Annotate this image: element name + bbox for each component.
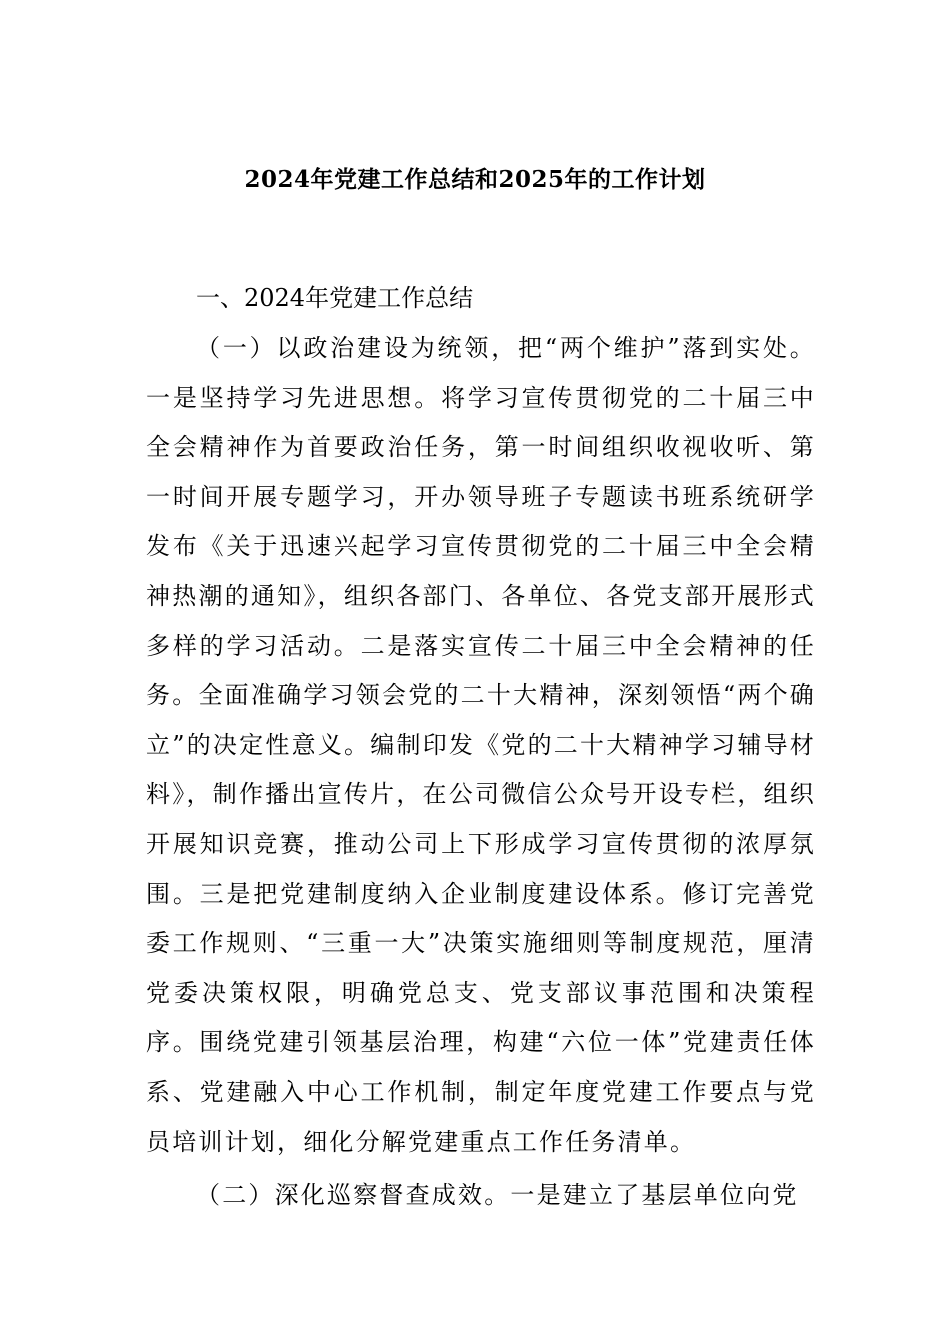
body-paragraph: （二）深化巡察督查成效。一是建立了基层单位向党 — [196, 1181, 799, 1209]
document-title: 2024年党建工作总结和2025年的工作计划 — [244, 166, 706, 193]
section-heading: 一、2024年党建工作总结 — [196, 284, 474, 312]
body-paragraph: （一）以政治建设为统领，把“两个维护”落到实处。一是坚持学习先进思想。将学习宣传贯彻党的二十届三中全会精神作为首要政治任务，第一时间组织收视收听、第一时间开展专题学习，开办领导班子专题读书班系统研学发布《关于迅速兴起学习宣传贯彻党的二十届三中全会精神热潮的通知》，组织各部门、各单位、各党支部开展形式多样的学习活动。二是落实宣传二十届三中全会精神的任务。全面准确学习领会党的二十大精神，深刻领悟“两个确立”的决定性意义。编制印发《党的二十大精神学习辅导材料》，制作播出宣传片，在公司微信公众号开设专栏，组织开展知识竞赛，推动公司上下形成学习宣传贯彻的浓厚氛围。三是把党建制度纳入企业制度建设体系。修订完善党委工作规则、“三重一大”决策实施细则等制度规范，厘清党委决策权限，明确党总支、党支部议事范围和决策程序。围绕党建引领基层治理，构建“六位一体”党建责任体系、党建融入中心工作机制，制定年度党建工作要点与党员培训计划，细化分解党建重点工作任务清单。 — [146, 334, 816, 1156]
